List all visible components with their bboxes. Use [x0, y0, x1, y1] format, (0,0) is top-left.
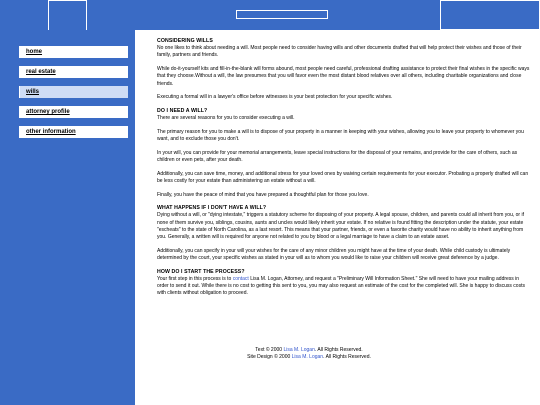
sidebar — [0, 30, 135, 405]
nav-item-label[interactable]: home — [26, 49, 43, 55]
nav-bullet-icon — [7, 106, 20, 118]
paragraph: In your will, you can provide for your memorial arrangements, leave special instructions for the disposal of your remains, and provide for the care of others, such as children or even pets, after your death. — [157, 149, 518, 163]
footer-text: Site Design © 2000 — [247, 353, 292, 360]
nav-item-label[interactable]: other information — [26, 129, 76, 135]
nav-bullet-icon — [7, 66, 20, 78]
banner-image-placeholder — [236, 10, 328, 19]
paragraph: There are several reasons for you to consider executing a will. — [157, 114, 295, 121]
nav-bullet-icon — [7, 126, 20, 138]
header-image-placeholder — [440, 0, 540, 30]
nav-item-label[interactable]: attorney profile — [26, 109, 70, 115]
paragraph: No one likes to think about needing a will. Most people need to consider having wills and other documents drafted that will help protect their wishes and those of their family, partners and friends. — [157, 45, 522, 59]
footer-text: . All Rights Reserved. — [314, 347, 363, 353]
section-heading: CONSIDERING WILLS — [157, 38, 213, 44]
main-content — [157, 38, 532, 304]
nav-item-label[interactable]: real estate — [26, 69, 56, 75]
paragraph: Finally, you have the peace of mind that you have prepared a thoughtful plan for those you love. — [157, 191, 369, 198]
footer-line — [157, 354, 461, 361]
paragraph: Additionally, you can specify in your will your wishes for the care of any minor children you might have at the time of your death. While child custody is ultimately determined by the court, your specific wishes as stated in your will as to whom you would like to raise your children will receive great deference by a judge. — [157, 247, 511, 262]
footer — [157, 347, 461, 360]
paragraph — [157, 276, 532, 298]
section-heading: HOW DO I START THE PROCESS? — [157, 268, 245, 275]
nav-bullet-icon — [7, 86, 20, 98]
nav-item-home[interactable] — [7, 46, 128, 58]
paragraph: Additionally, you can save time, money, and additional stress for your loved ones by waiving certain requirements for your executor. Probating a properly drafted will can be less costly for your estate than administering an estate without a will. — [157, 170, 529, 184]
paragraph: The primary reason for you to make a will is to dispose of your property in a manner in keeping with your wishes, allowing you to leave your property to whomever you want, and to exclude those you don't. — [157, 128, 524, 142]
nav-item-wills[interactable] — [7, 86, 128, 98]
section-heading: DO I NEED A WILL? — [157, 107, 208, 114]
footer-text: Text © 2000 — [255, 347, 284, 353]
paragraph: While do-it-yourself kits and fill-in-the-blank will forms abound, most people need careful, professional drafting assistance to protect their final wishes in the specific ways that they choose.Without a will, the law presumes that you will favor even the most distant blood relatives over all others, including charitable organizations and close friends. — [157, 65, 530, 87]
author-link[interactable]: Lisa M. Logan — [283, 347, 315, 353]
paragraph: Executing a formal will in a lawyer's office before witnesses is your best protection for your specific wishes. — [157, 94, 393, 101]
nav-item-real-estate[interactable] — [7, 66, 128, 78]
section-heading: WHAT HAPPENS IF I DON'T HAVE A WILL? — [157, 205, 267, 212]
nav-bullet-icon — [7, 46, 20, 58]
footer-text: . All Rights Reserved. — [323, 353, 371, 360]
paragraph-text: Lisa M. Logan, Attorney, and request a "Preliminary Will Information Sheet." She will need to have your mailing address in order to send it out. While there is no cost to getting this sent to you, you may also request an estimate of the cost for the completed will. She is happy to discuss costs with clients without obligation to proceed. — [157, 275, 525, 297]
nav-item-other-information[interactable] — [7, 126, 128, 138]
paragraph: Dying without a will, or "dying intestate," triggers a statutory scheme for disposing of your property. A legal spouse, children, and parents could all inherit from you, or if none of them survive you, siblings, cousins, aunts and uncles would likely inherit your estate. If no relative is found fitting the description under the statute, your estate "escheats" to the state of North Carolina, as a last resort. This means that your partner, friends, or even a favorite charity would have no ability to inherit anything from you. Generally, a written will is required for anyone not related to you by blood or a legal marriage to have a claim to an estate asset. — [157, 212, 524, 241]
contact-link[interactable]: contact — [232, 275, 249, 282]
author-link[interactable]: Lisa M. Logan — [291, 353, 324, 360]
nav-item-label[interactable]: wills — [26, 89, 40, 95]
nav-item-attorney-profile[interactable] — [7, 106, 128, 118]
paragraph-text: Your first step in this process is to — [157, 275, 233, 282]
